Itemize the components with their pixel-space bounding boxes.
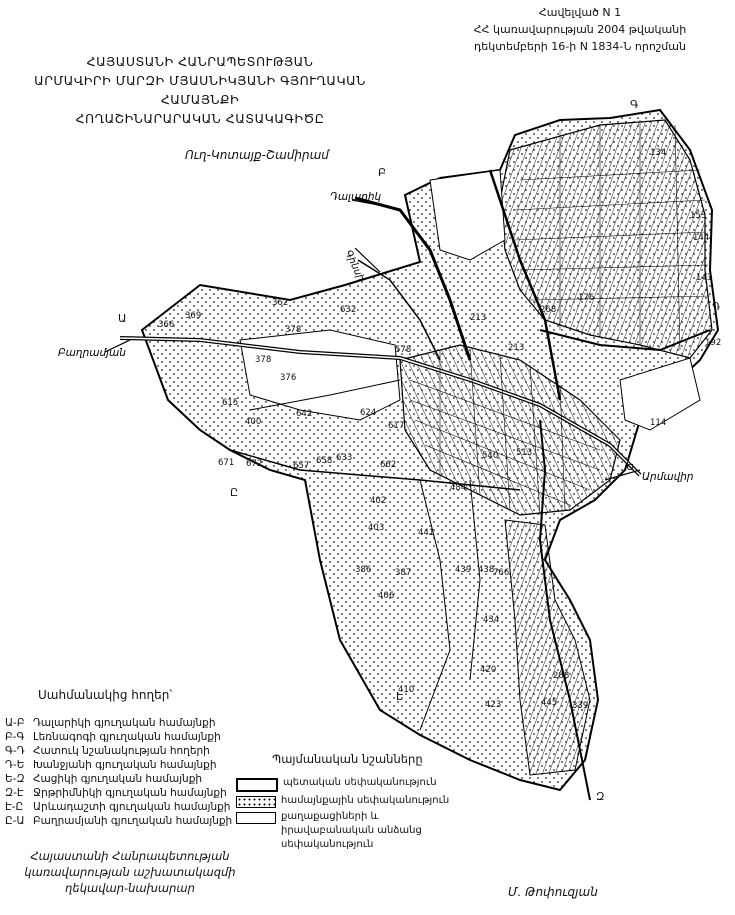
- parcel-number: 143: [696, 273, 713, 283]
- title-line: ՀԱՅԱՍՏԱՆԻ ՀԱՆՐԱՊԵՏՈՒԹՅԱՆ: [86, 54, 314, 69]
- neighbor-item: [5, 744, 232, 758]
- corner-letter: Է: [396, 690, 404, 703]
- parcel-number: 420: [480, 665, 497, 675]
- parcel-number: 366: [158, 320, 175, 330]
- parcel-number: 268: [540, 305, 557, 315]
- parcel-number: 376: [280, 373, 297, 383]
- signatory-title: [10, 848, 250, 896]
- corner-letter: Բ: [378, 166, 387, 179]
- parcel-number: 369: [185, 311, 202, 321]
- parcel-number: 671: [218, 458, 235, 468]
- neighbor-code: Բ-Գ: [5, 731, 25, 743]
- parcel-number: 662: [380, 460, 397, 470]
- parcel-number: 213: [508, 343, 525, 353]
- corner-letter: Զ: [596, 790, 605, 803]
- compass-label: Ուղ-Կոտայք-Շամիրամ: [185, 148, 329, 162]
- corner-letter: Ե: [626, 460, 635, 473]
- parcel-number: 615: [222, 398, 239, 408]
- legend-swatch-private: [236, 812, 276, 824]
- legend-item: [236, 810, 446, 852]
- parcel-number: 642: [296, 409, 313, 419]
- annex-line: ՀՀ կառավարության 2004 թվականի: [473, 23, 687, 36]
- neighbor-text: Արևադաշտի գյուղական համայնքի: [33, 801, 231, 813]
- parcel-number: 192: [705, 338, 722, 348]
- parcel-number: 434: [483, 615, 500, 625]
- legend: [236, 776, 449, 854]
- corner-letter: Դ: [712, 300, 721, 313]
- neighbor-code: Զ-Է: [5, 787, 24, 799]
- legend-text: քաղաքացիների և իրավաբանական անձանց սեփականություն: [281, 811, 422, 850]
- parcel-number: 658: [316, 456, 333, 466]
- legend-item: [236, 794, 449, 808]
- legend-text: համայնքային սեփականություն: [281, 795, 450, 806]
- parcel-number: 144: [693, 233, 710, 243]
- neighbor-text: Դալարիկի գյուղական համայնքի: [33, 717, 216, 729]
- parcel-number: 134: [650, 148, 667, 158]
- corner-letter: Ը: [230, 486, 239, 499]
- parcel-number: 410: [398, 685, 415, 695]
- neighbor-item: [5, 814, 232, 828]
- direction-label-baghramyan: Բաղրամյան: [58, 347, 126, 359]
- parcel-number: 439: [455, 565, 472, 575]
- corner-letter: Ա: [118, 312, 127, 325]
- parcel-number: 484: [450, 483, 467, 493]
- neighbor-text: Խանջյանի գյուղական համայնքի: [33, 759, 217, 771]
- legend-text: պետական սեփականություն: [283, 777, 437, 788]
- parcel-number: 513: [516, 448, 533, 458]
- legend-swatch-community: [236, 796, 276, 808]
- neighbor-code: Դ-Ե: [5, 759, 25, 771]
- title-line: ՀՈՂԱՇԻՆԱՐԱՐԱԿԱՆ ՀԱՏԱԿԱԳԻԾԸ: [75, 111, 325, 126]
- neighbor-text: Հացիկի գյուղական համայնքի: [33, 773, 203, 785]
- neighbor-code: Ե-Զ: [5, 773, 25, 785]
- parcel-number: 378: [285, 325, 302, 335]
- parcel-number: 339: [572, 701, 589, 711]
- legend-item: [236, 776, 449, 792]
- parcel-number: 400: [245, 417, 262, 427]
- parcel-number: 362: [272, 298, 289, 308]
- parcel-number: 378: [255, 355, 272, 365]
- legend-heading: Պայմանական նշանները: [272, 752, 423, 766]
- neighbor-text: Ջրթրիմնիկի գյուղական համայնքի: [33, 787, 227, 799]
- neighbor-code: Ը-Ա: [5, 815, 25, 827]
- direction-label-armavir: Արմավիր: [642, 471, 694, 483]
- parcel-number: 766: [493, 568, 510, 578]
- parcel-number: 176: [578, 293, 595, 303]
- parcel-number: 386: [355, 565, 372, 575]
- neighbor-code: Ա-Բ: [5, 717, 25, 729]
- neighbor-item: [5, 786, 232, 800]
- signatory-line: կառավարության աշխատակազմի: [24, 865, 236, 879]
- parcel-number: 406: [378, 591, 395, 601]
- parcel-number: 423: [485, 700, 502, 710]
- parcel-number: 617: [388, 421, 405, 431]
- direction-label-dalarik: Դալարիկ: [330, 191, 382, 203]
- neighbor-text: Բաղրամյանի գյուղական համայնքի: [33, 815, 233, 827]
- parcel-number: 445: [541, 698, 558, 708]
- neighbor-text: Լեռնագոգի գյուղական համայնքի: [33, 731, 221, 743]
- parcel-number: 624: [360, 408, 377, 418]
- parcel-number: 402: [370, 496, 387, 506]
- annex-line: դեկտեմբերի 16-ի N 1834-Ն որոշման: [474, 40, 686, 53]
- parcel-number: 438: [478, 565, 495, 575]
- title-line: ԱՐՄԱՎԻՐԻ ՄԱՐԶԻ ՄՅԱՍՆԻԿՅԱՆԻ ԳՅՈՒՂԱԿԱՆ ՀԱՄԱՅՆՔԻ: [34, 73, 366, 107]
- neighbor-item: [5, 716, 232, 730]
- legend-swatch-state: [236, 778, 278, 792]
- parcel-number: 657: [293, 461, 310, 471]
- neighbors-list: [5, 716, 232, 828]
- direction-label-ginsi: Գինսի: [342, 248, 367, 284]
- annex-line: Հավելված N 1: [538, 6, 622, 19]
- corner-letter: Գ: [630, 98, 639, 111]
- signatory-line: Հայաստանի Հանրապետության: [30, 849, 230, 863]
- neighbor-item: [5, 772, 232, 786]
- parcel-number: 540: [482, 451, 499, 461]
- neighbor-item: [5, 758, 232, 772]
- neighbor-code: Է-Ը: [5, 801, 24, 813]
- signatory-name: Մ. Թոփուզյան: [508, 885, 598, 899]
- neighbor-code: Գ-Դ: [5, 745, 25, 757]
- neighbor-item: [5, 730, 232, 744]
- parcel-number: 672: [246, 459, 263, 469]
- neighbors-heading: Սահմանակից հողեր՝: [38, 688, 173, 702]
- parcel-number: 288: [553, 671, 570, 681]
- parcel-number: 213: [470, 313, 487, 323]
- parcel-number: 114: [650, 418, 667, 428]
- neighbor-text: Հատուկ նշանակության հողերի: [33, 745, 210, 757]
- parcel-number: 578: [395, 345, 412, 355]
- parcel-number: 403: [368, 523, 385, 533]
- neighbor-item: [5, 800, 232, 814]
- signatory-line: ղեկավար-նախարար: [65, 881, 195, 895]
- parcel-number: 633: [336, 453, 353, 463]
- parcel-number: 153: [690, 211, 707, 221]
- parcel-number: 387: [395, 568, 412, 578]
- parcel-number: 632: [340, 305, 357, 315]
- parcel-number: 441: [418, 528, 435, 538]
